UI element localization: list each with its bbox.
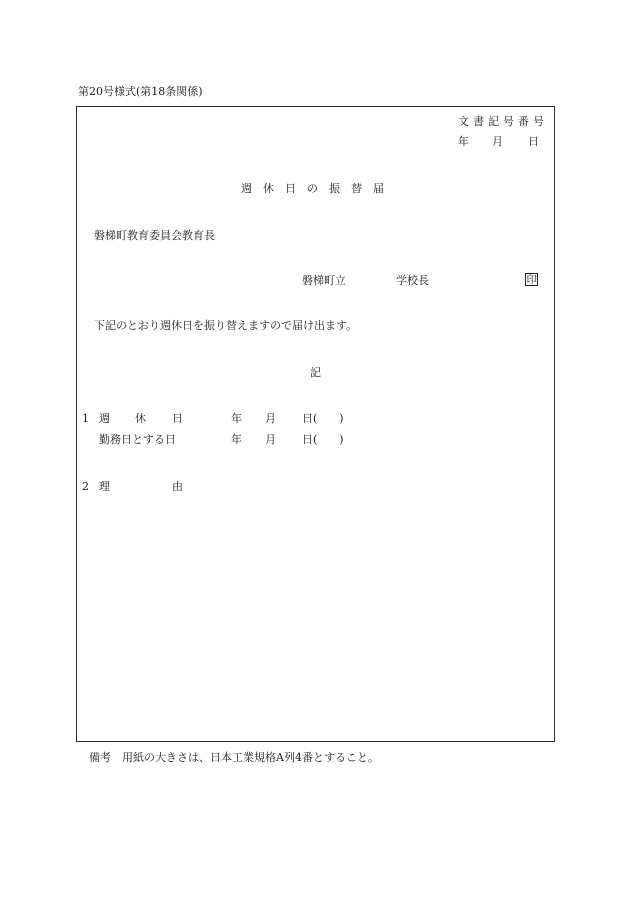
item1b-month: 月 (265, 433, 276, 446)
item1-day: 日( ) (302, 412, 344, 425)
item1-number: 1 (82, 412, 89, 425)
item1b-year: 年 (231, 433, 242, 446)
remarks-note: 備考 用紙の大きさは、日本工業規格A列4番とすること。 (89, 751, 379, 764)
item1-label-b: 休 (135, 412, 146, 425)
form-title: 週休日の振替届 (241, 182, 395, 195)
item1b-day: 日( ) (302, 433, 344, 446)
principal-label: 学校長 (396, 274, 429, 287)
item1-label-c: 日 (172, 412, 183, 425)
item1-label-a: 週 (99, 412, 110, 425)
form-number: 第20号様式(第18条関係) (78, 85, 203, 98)
addressee: 磐梯町教育委員会教育長 (94, 229, 215, 242)
item1b-label: 勤務日とする日 (99, 433, 176, 446)
date-day-label: 日 (528, 135, 539, 148)
document-number-label: 文書記号番号 (458, 115, 548, 128)
seal-mark: 印 (526, 275, 537, 286)
school-name-prefix: 磐梯町立 (302, 274, 346, 287)
item2-label-a: 理 (99, 480, 110, 493)
item1-month: 月 (265, 412, 276, 425)
ki-heading: 記 (310, 366, 321, 379)
item2-label-b: 由 (172, 480, 183, 493)
item1-year: 年 (231, 412, 242, 425)
date-month-label: 月 (492, 135, 503, 148)
date-year-label: 年 (458, 135, 469, 148)
body-text: 下記のとおり週休日を振り替えますので届け出ます。 (94, 319, 358, 332)
item2-number: 2 (82, 480, 89, 493)
